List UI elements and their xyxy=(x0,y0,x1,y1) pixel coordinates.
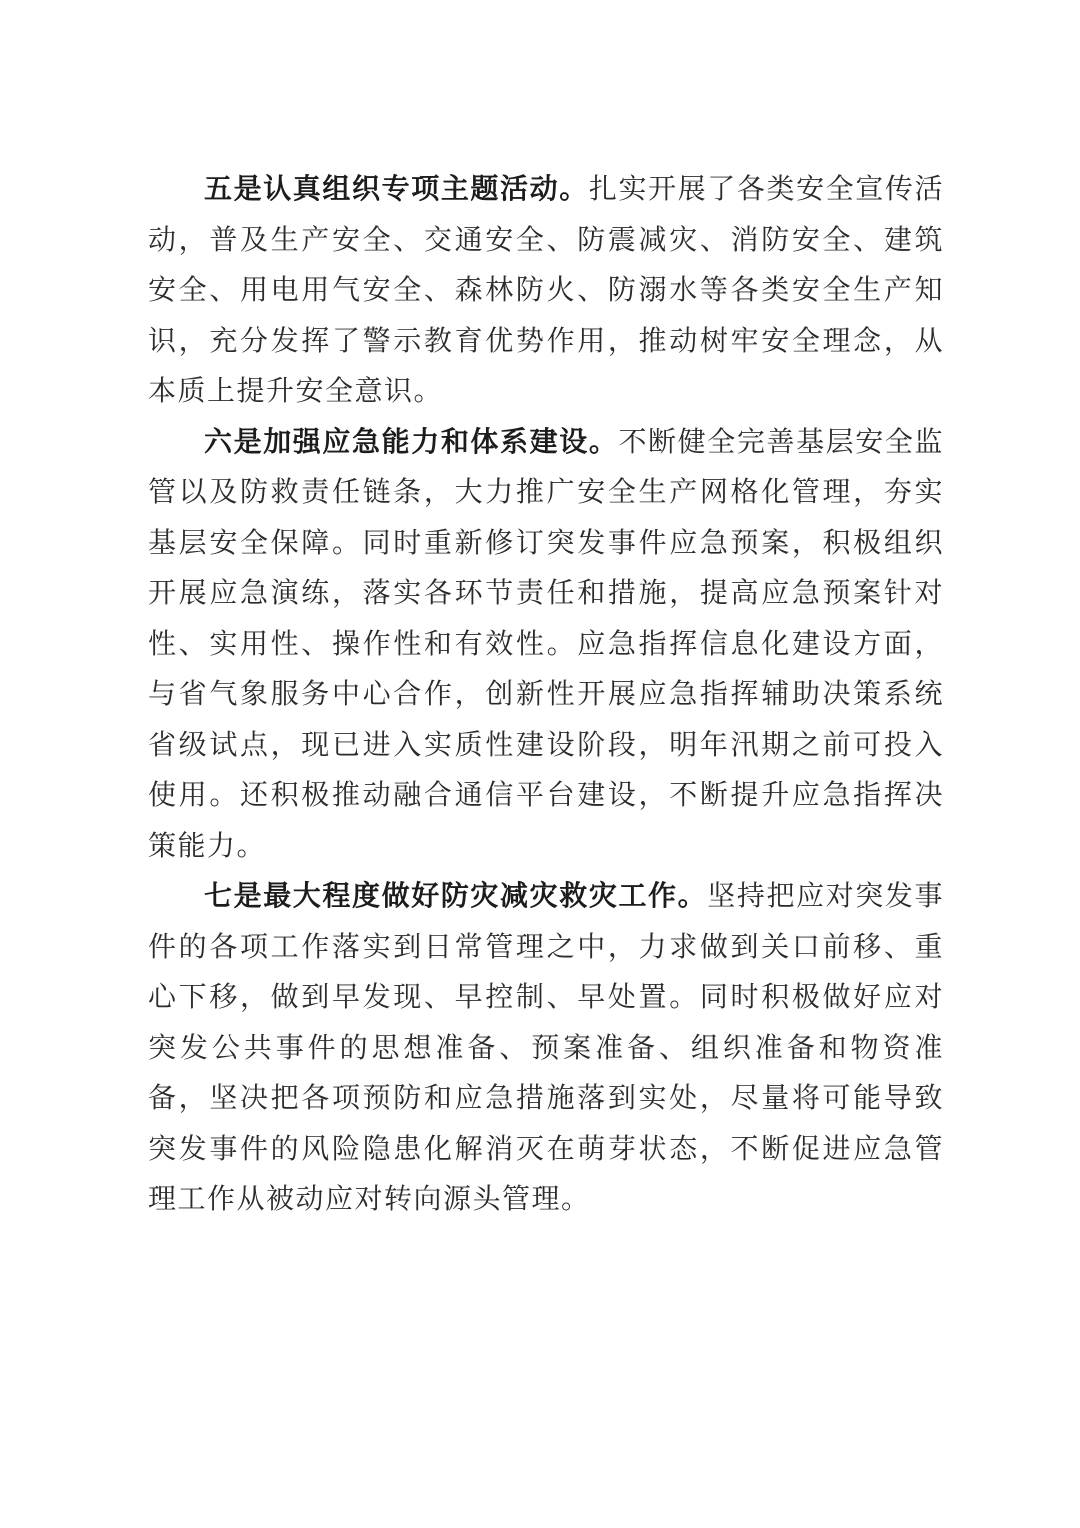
document-page xyxy=(148,164,944,1225)
paragraph-seven xyxy=(148,871,944,1225)
paragraph-heading: 五是认真组织专项主题活动。 xyxy=(204,172,589,205)
paragraph-five xyxy=(148,164,944,417)
paragraph-body: 扎实开展了各类安全宣传活动，普及生产安全、交通安全、防震减灾、消防安全、建筑安全、用电用气安全、森林防火、防溺水等各类安全生产知识，充分发挥了警示教育优势作用，推动树牢安全理念，从本质上提升安全意识。 xyxy=(148,172,944,407)
paragraph-heading: 六是加强应急能力和体系建设。 xyxy=(204,424,619,458)
paragraph-six xyxy=(148,417,944,872)
paragraph-heading: 七是最大程度做好防灾减灾救灾工作。 xyxy=(204,879,708,912)
paragraph-body: 不断健全完善基层安全监管以及防救责任链条，大力推广安全生产网格化管理，夯实基层安全保障。同时重新修订突发事件应急预案，积极组织开展应急演练，落实各环节责任和措施，提高应急预案针对性、实用性、操作性和有效性。应急指挥信息化建设方面，与省气象服务中心合作，创新性开展应急指挥辅助决策系统省级试点，现已进入实质性建设阶段，明年汛期之前可投入使用。还积极推动融合通信平台建设，不断提升应急指挥决策能力。 xyxy=(148,424,944,862)
paragraph-body: 坚持把应对突发事件的各项工作落实到日常管理之中，力求做到关口前移、重心下移，做到早发现、早控制、早处置。同时积极做好应对突发公共事件的思想准备、预案准备、组织准备和物资准备，坚决把各项预防和应急措施落到实处，尽量将可能导致突发事件的风险隐患化解消灭在萌芽状态，不断促进应急管理工作从被动应对转向源头管理。 xyxy=(148,879,944,1215)
